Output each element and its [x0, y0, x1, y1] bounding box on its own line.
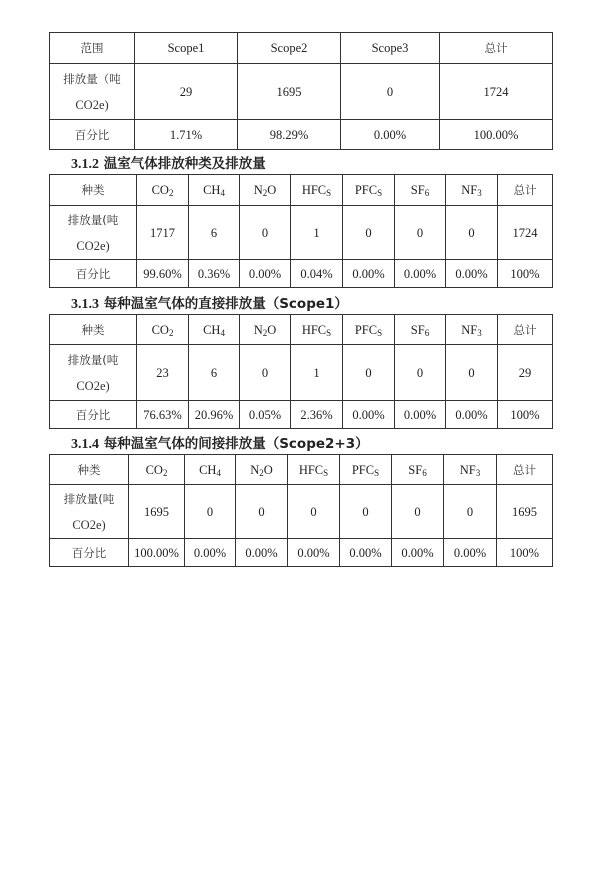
value-cell: 1724: [498, 206, 553, 260]
gas-co2: $CO_2$: [137, 175, 189, 206]
header-cell: 范围: [50, 33, 135, 64]
header-cell: Scope3: [341, 33, 440, 64]
value-cell: 0: [392, 485, 444, 539]
total-label: 总计: [497, 455, 553, 485]
value-cell: 100.00%: [440, 120, 553, 150]
percent-label: 百分比: [50, 401, 137, 429]
value-cell: 20.96%: [189, 401, 240, 429]
type-label: 种类: [50, 175, 137, 206]
value-cell: 0.00%: [240, 260, 291, 288]
value-cell: 6: [189, 345, 240, 401]
value-cell: 76.63%: [137, 401, 189, 429]
value-cell: 0.00%: [395, 401, 446, 429]
value-cell: 0: [340, 485, 392, 539]
gas-hfcs: $HFC_S$: [288, 455, 340, 485]
value-cell: 0.36%: [189, 260, 240, 288]
value-cell: 100%: [498, 260, 553, 288]
value-cell: 0.00%: [185, 539, 236, 567]
value-cell: 100%: [498, 401, 553, 429]
value-cell: 0: [395, 345, 446, 401]
gas-hfcs: $HFC_S$: [291, 175, 343, 206]
gas-ch4: $CH_4$: [185, 455, 236, 485]
value-cell: 0: [240, 345, 291, 401]
percent-row: [50, 539, 553, 567]
gas-pfcs: $PFC_S$: [343, 175, 395, 206]
gas-sf6: $SF_6$: [395, 315, 446, 345]
value-cell: 29: [135, 64, 238, 120]
value-cell: 0.00%: [288, 539, 340, 567]
value-cell: 0.04%: [291, 260, 343, 288]
value-cell: 29: [498, 345, 553, 401]
emission-row: [50, 485, 553, 539]
gas-n2o: $N_2O$: [236, 455, 288, 485]
value-cell: 0.00%: [340, 539, 392, 567]
value-cell: 6: [189, 206, 240, 260]
value-cell: 1: [291, 206, 343, 260]
value-cell: 0.00%: [343, 260, 395, 288]
value-cell: 0.00%: [392, 539, 444, 567]
emission-label: 排放量(吨 CO2e): [50, 206, 137, 260]
table-header-row: [50, 455, 553, 485]
value-cell: 0.00%: [444, 539, 497, 567]
emission-row: [50, 64, 553, 120]
gas-ch4: $CH_4$: [189, 175, 240, 206]
value-cell: 2.36%: [291, 401, 343, 429]
value-cell: 0: [395, 206, 446, 260]
scope-summary-table: [49, 32, 553, 150]
indirect-emission-table: [49, 454, 553, 567]
type-label: 种类: [50, 315, 137, 345]
gas-emission-table: [49, 174, 553, 288]
value-cell: 1717: [137, 206, 189, 260]
type-label: 种类: [50, 455, 129, 485]
value-cell: 1.71%: [135, 120, 238, 150]
gas-nf3: $NF_3$: [444, 455, 497, 485]
gas-hfcs: $HFC_S$: [291, 315, 343, 345]
header-cell: 总计: [440, 33, 553, 64]
emission-row: [50, 206, 553, 260]
emission-label: 排放量(吨 CO2e): [50, 485, 129, 539]
value-cell: 100%: [497, 539, 553, 567]
gas-sf6: $SF_6$: [392, 455, 444, 485]
direct-emission-table: [49, 314, 553, 429]
value-cell: 0.00%: [446, 260, 498, 288]
value-cell: 0: [341, 64, 440, 120]
table-header-row: [50, 33, 553, 64]
value-cell: 99.60%: [137, 260, 189, 288]
gas-pfcs: $PFC_S$: [343, 315, 395, 345]
value-cell: 0: [185, 485, 236, 539]
gas-pfcs: $PFC_S$: [340, 455, 392, 485]
value-cell: 1724: [440, 64, 553, 120]
percent-label: 百分比: [50, 539, 129, 567]
section-heading: 3.1.2 温室气体排放种类及排放量: [71, 156, 266, 172]
header-cell: Scope1: [135, 33, 238, 64]
section-heading: 3.1.4 每种温室气体的间接排放量（Scope2+3）: [71, 436, 369, 452]
emission-row: [50, 345, 553, 401]
percent-label: 百分比: [50, 120, 135, 150]
total-label: 总计: [498, 315, 553, 345]
value-cell: 1: [291, 345, 343, 401]
value-cell: 0.00%: [446, 401, 498, 429]
value-cell: 0: [343, 345, 395, 401]
value-cell: 23: [137, 345, 189, 401]
percent-label: 百分比: [50, 260, 137, 288]
header-cell: Scope2: [238, 33, 341, 64]
gas-n2o: $N_2O$: [240, 315, 291, 345]
gas-co2: $CO_2$: [129, 455, 185, 485]
value-cell: 0: [240, 206, 291, 260]
gas-nf3: $NF_3$: [446, 175, 498, 206]
value-cell: 0.00%: [343, 401, 395, 429]
percent-row: [50, 120, 553, 150]
gas-nf3: $NF_3$: [446, 315, 498, 345]
section-heading: 3.1.3 每种温室气体的直接排放量（Scope1）: [71, 296, 348, 312]
value-cell: 0: [446, 206, 498, 260]
value-cell: 1695: [129, 485, 185, 539]
gas-sf6: $SF_6$: [395, 175, 446, 206]
value-cell: 0: [236, 485, 288, 539]
table-header-row: [50, 315, 553, 345]
total-label: 总计: [498, 175, 553, 206]
value-cell: 100.00%: [129, 539, 185, 567]
gas-n2o: $N_2O$: [240, 175, 291, 206]
value-cell: 1695: [238, 64, 341, 120]
value-cell: 0.00%: [236, 539, 288, 567]
value-cell: 0.05%: [240, 401, 291, 429]
emission-label: 排放量(吨 CO2e): [50, 345, 137, 401]
value-cell: 0: [288, 485, 340, 539]
value-cell: 0: [444, 485, 497, 539]
value-cell: 0.00%: [341, 120, 440, 150]
value-cell: 0: [343, 206, 395, 260]
emission-label: 排放量（吨 CO2e): [50, 64, 135, 120]
value-cell: 0: [446, 345, 498, 401]
gas-co2: $CO_2$: [137, 315, 189, 345]
percent-row: [50, 401, 553, 429]
percent-row: [50, 260, 553, 288]
table-header-row: [50, 175, 553, 206]
gas-ch4: $CH_4$: [189, 315, 240, 345]
value-cell: 1695: [497, 485, 553, 539]
value-cell: 0.00%: [395, 260, 446, 288]
value-cell: 98.29%: [238, 120, 341, 150]
